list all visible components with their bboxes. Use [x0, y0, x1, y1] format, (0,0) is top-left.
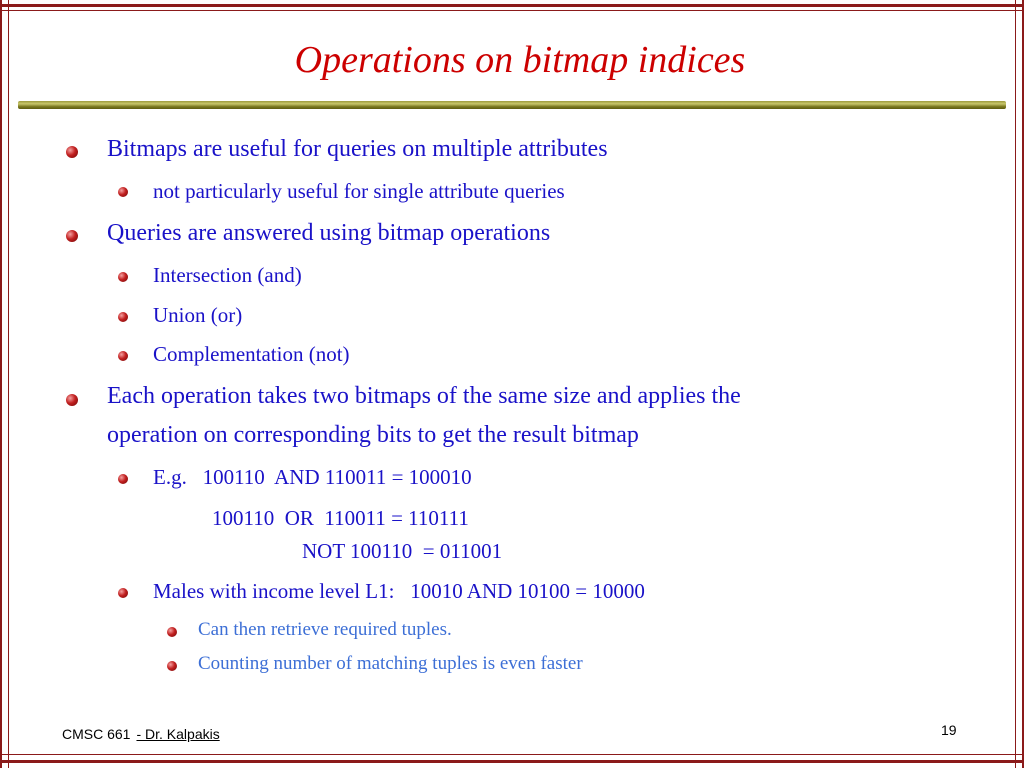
example-or: 100110 OR 110011 = 110111 — [212, 506, 469, 530]
footer-course: CMSC 661 — [62, 726, 131, 742]
bullet-icon — [167, 627, 177, 637]
footer — [62, 726, 220, 742]
slide-title: Operations on bitmap indices — [294, 39, 746, 81]
page-number: 19 — [941, 722, 957, 738]
bullet-union: Union (or) — [153, 303, 243, 327]
frame-top-border — [0, 4, 1024, 7]
bullet-icon — [66, 146, 78, 158]
frame-bottom-border — [0, 760, 1024, 763]
bullet-icon — [118, 588, 128, 598]
bullet-icon — [167, 661, 177, 671]
example-not: NOT 100110 = 011001 — [302, 539, 503, 563]
example-and: E.g. 100110 AND 110011 = 100010 — [153, 465, 472, 489]
bullet-icon — [66, 230, 78, 242]
bullet-icon — [118, 272, 128, 282]
bullet-retrieve-tuples: Can then retrieve required tuples. — [198, 619, 452, 640]
title-divider — [18, 101, 1006, 109]
bullet-counting-tuples: Counting number of matching tuples is even faster — [198, 653, 583, 674]
footer-author: - Dr. Kalpakis — [136, 726, 220, 742]
bullet-complementation: Complementation (not) — [153, 342, 350, 366]
bullet-icon — [66, 394, 78, 406]
example-males-income: Males with income level L1: 10010 AND 10100 = 10000 — [153, 579, 645, 603]
bullet-icon — [118, 474, 128, 484]
bullet-each-operation-line1: Each operation takes two bitmaps of the same size and applies the — [107, 383, 741, 409]
bullet-bitmaps-useful: Bitmaps are useful for queries on multiple attributes — [107, 136, 608, 162]
bullet-intersection: Intersection (and) — [153, 263, 302, 287]
bullet-each-operation-line2: operation on corresponding bits to get the result bitmap — [107, 422, 639, 448]
frame-top-inner-border — [0, 10, 1024, 11]
bullet-queries-answered: Queries are answered using bitmap operations — [107, 220, 551, 246]
frame-bottom-inner-border — [0, 754, 1024, 755]
bullet-icon — [118, 312, 128, 322]
frame-right-inner-border — [1015, 0, 1016, 768]
frame-left-inner-border — [8, 0, 9, 768]
bullet-icon — [118, 351, 128, 361]
bullet-not-useful-single: not particularly useful for single attribute queries — [153, 179, 565, 203]
bullet-icon — [118, 187, 128, 197]
frame-left-border — [0, 0, 2, 768]
